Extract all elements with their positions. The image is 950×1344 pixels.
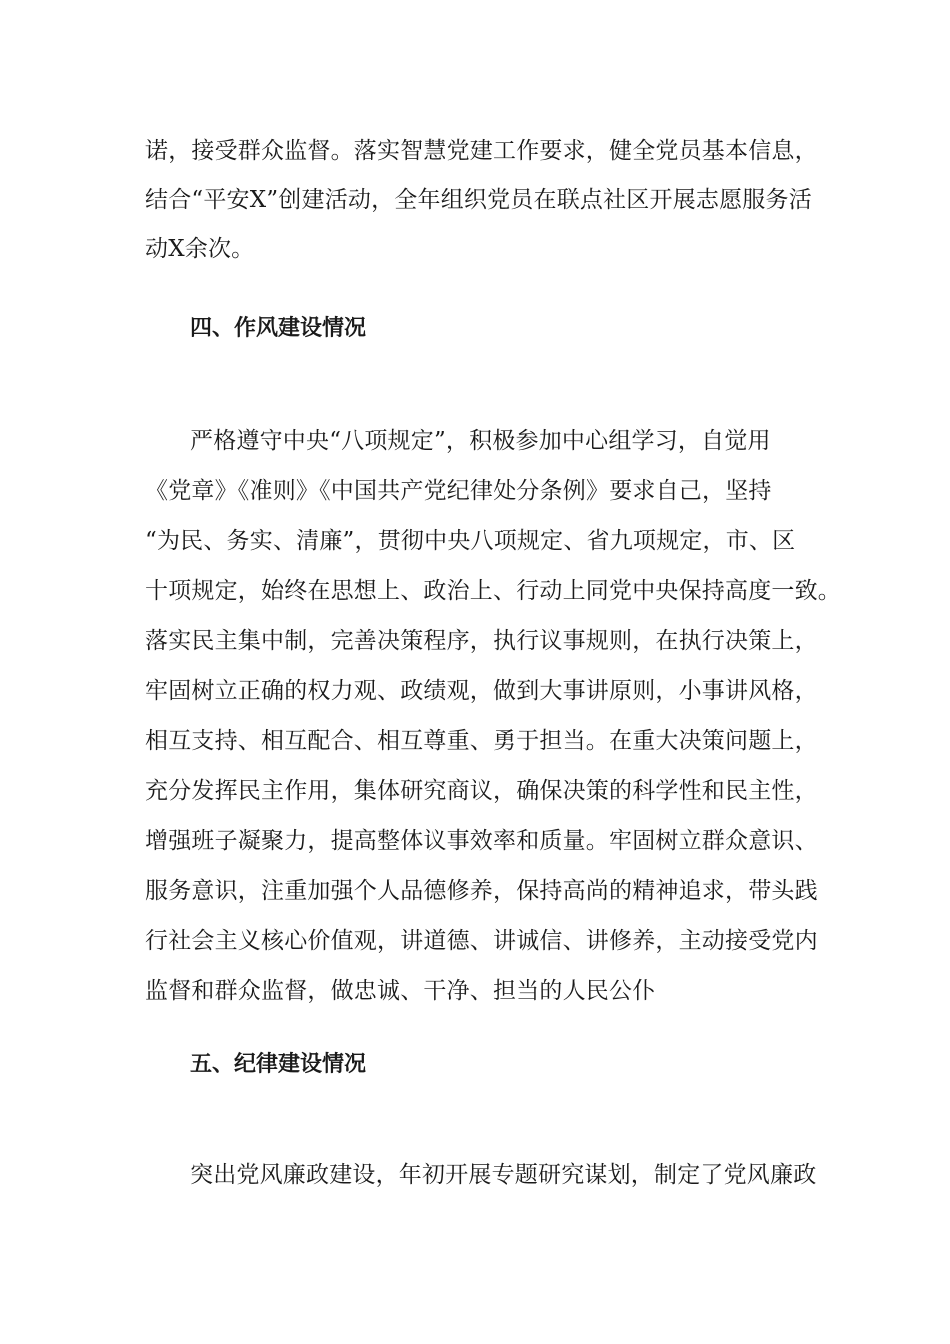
paragraph-line: 增强班子凝聚力，提高整体议事效率和质量。牢固树立群众意识、 [145,828,818,854]
paragraph-line: 诺，接受群众监督。落实智慧党建工作要求，健全党员基本信息， [145,138,818,164]
section-heading-5: 五、纪律建设情况 [190,1052,367,1077]
paragraph-line: 行社会主义核心价值观，讲道德、讲诚信、讲修养，主动接受党内 [145,928,818,954]
paragraph-line: 相互支持、相互配合、相互尊重、勇于担当。在重大决策问题上， [145,728,818,754]
paragraph-line: 《党章》《准则》《中国共产党纪律处分条例》要求自己，坚持 [145,478,772,504]
paragraph-line: 突出党风廉政建设，年初开展专题研究谋划，制定了党风廉政 [190,1162,817,1188]
paragraph-line: 严格遵守中央“八项规定”，积极参加中心组学习，自觉用 [190,428,771,454]
paragraph-line: 动X余次。 [145,236,255,262]
paragraph-line: 十项规定，始终在思想上、政治上、行动上同党中央保持高度一致。 [145,578,841,604]
paragraph-line: 落实民主集中制，完善决策程序，执行议事规则，在执行决策上， [145,628,818,654]
paragraph-line: “为民、务实、清廉”，贯彻中央八项规定、省九项规定，市、区 [145,528,796,554]
paragraph-line: 结合“平安X”创建活动，全年组织党员在联点社区开展志愿服务活 [145,187,812,213]
paragraph-line: 服务意识，注重加强个人品德修养，保持高尚的精神追求，带头践 [145,878,818,904]
paragraph-line: 监督和群众监督，做忠诚、干净、担当的人民公仆 [145,978,656,1004]
section-heading-4: 四、作风建设情况 [190,316,367,341]
paragraph-line: 牢固树立正确的权力观、政绩观，做到大事讲原则，小事讲风格， [145,678,818,704]
paragraph-line: 充分发挥民主作用，集体研究商议，确保决策的科学性和民主性， [145,778,818,804]
